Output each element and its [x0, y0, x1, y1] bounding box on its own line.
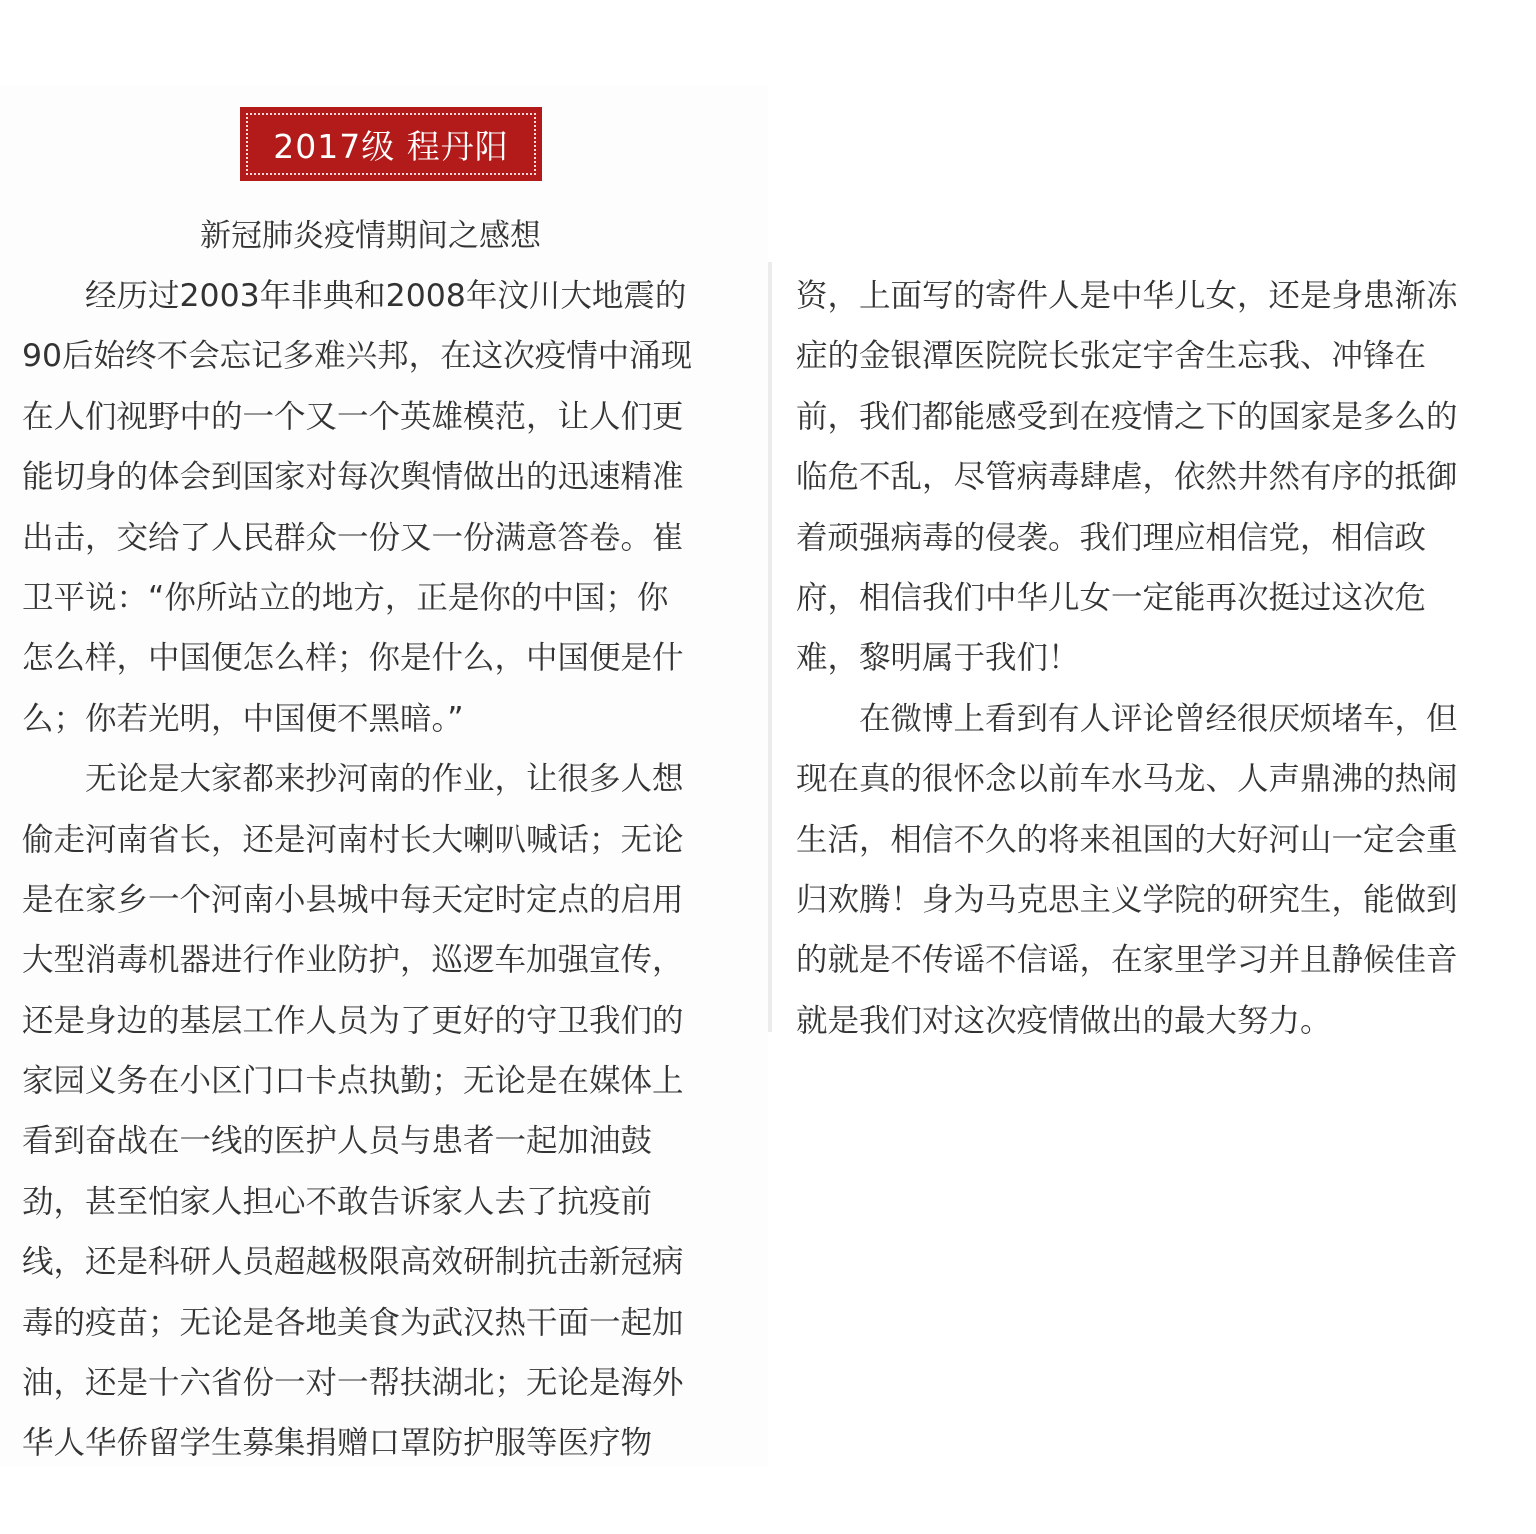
right-text-column [796, 266, 1526, 1051]
text-line: 么；你若光明，中国便不黑暗。” [22, 700, 464, 737]
text-line: 无论是大家都来抄河南的作业，让很多人想 [22, 761, 684, 798]
text-line: 现在真的很怀念以前车水马龙、人声鼎沸的热闹 [796, 761, 1458, 798]
text-line: 线，还是科研人员超越极限高效研制抗击新冠病 [22, 1244, 684, 1281]
text-line: 还是身边的基层工作人员为了更好的守卫我们的 [22, 1002, 684, 1039]
author-badge-label: 2017级 程丹阳 [246, 113, 536, 175]
text-line: 归欢腾！身为马克思主义学院的研究生，能做到 [796, 881, 1458, 918]
text-line: 前，我们都能感受到在疫情之下的国家是多么的 [796, 398, 1458, 435]
text-line: 症的金银潭医院院长张定宇舍生忘我、冲锋在 [796, 338, 1427, 375]
text-line: 看到奋战在一线的医护人员与患者一起加油鼓 [22, 1123, 653, 1160]
author-badge [240, 107, 542, 181]
text-line: 是在家乡一个河南小县城中每天定时定点的启用 [22, 881, 684, 918]
text-line: 大型消毒机器进行作业防护，巡逻车加强宣传， [22, 942, 684, 979]
text-line: 在人们视野中的一个又一个英雄模范，让人们更 [22, 398, 684, 435]
left-text-column [22, 266, 762, 1474]
text-line: 华人华侨留学生募集捐赠口罩防护服等医疗物 [22, 1425, 653, 1462]
text-line: 家园义务在小区门口卡点执勤；无论是在媒体上 [22, 1063, 684, 1100]
text-line: 难，黎明属于我们！ [796, 640, 1080, 677]
text-line: 90后始终不会忘记多难兴邦，在这次疫情中涌现 [22, 338, 693, 375]
text-line: 着顽强病毒的侵袭。我们理应相信党，相信政 [796, 519, 1427, 556]
text-line: 经历过2003年非典和2008年汶川大地震的 [22, 278, 687, 314]
text-line: 油，还是十六省份一对一帮扶湖北；无论是海外 [22, 1365, 684, 1402]
text-line: 出击，交给了人民群众一份又一份满意答卷。崔 [22, 519, 684, 556]
text-line: 在微博上看到有人评论曾经很厌烦堵车，但 [796, 700, 1458, 737]
text-line: 临危不乱，尽管病毒肆虐，依然井然有序的抵御 [796, 459, 1458, 496]
text-line: 偷走河南省长，还是河南村长大喇叭喊话；无论 [22, 821, 684, 858]
text-line: 生活，相信不久的将来祖国的大好河山一定会重 [796, 821, 1458, 858]
text-line: 毒的疫苗；无论是各地美食为武汉热干面一起加 [22, 1304, 684, 1341]
text-line: 就是我们对这次疫情做出的最大努力。 [796, 1002, 1332, 1039]
text-line: 卫平说：“你所站立的地方，正是你的中国；你 [22, 579, 669, 616]
column-divider [768, 262, 772, 1032]
text-line: 能切身的体会到国家对每次舆情做出的迅速精准 [22, 459, 684, 496]
text-line: 的就是不传谣不信谣，在家里学习并且静候佳音 [796, 942, 1458, 979]
text-line: 怎么样，中国便怎么样；你是什么，中国便是什 [22, 640, 684, 677]
text-line: 劲，甚至怕家人担心不敢告诉家人去了抗疫前 [22, 1183, 653, 1220]
text-line: 资，上面写的寄件人是中华儿女，还是身患渐冻 [796, 278, 1458, 314]
article-title: 新冠肺炎疫情期间之感想 [200, 218, 541, 254]
text-line: 府，相信我们中华儿女一定能再次挺过这次危 [796, 579, 1427, 616]
